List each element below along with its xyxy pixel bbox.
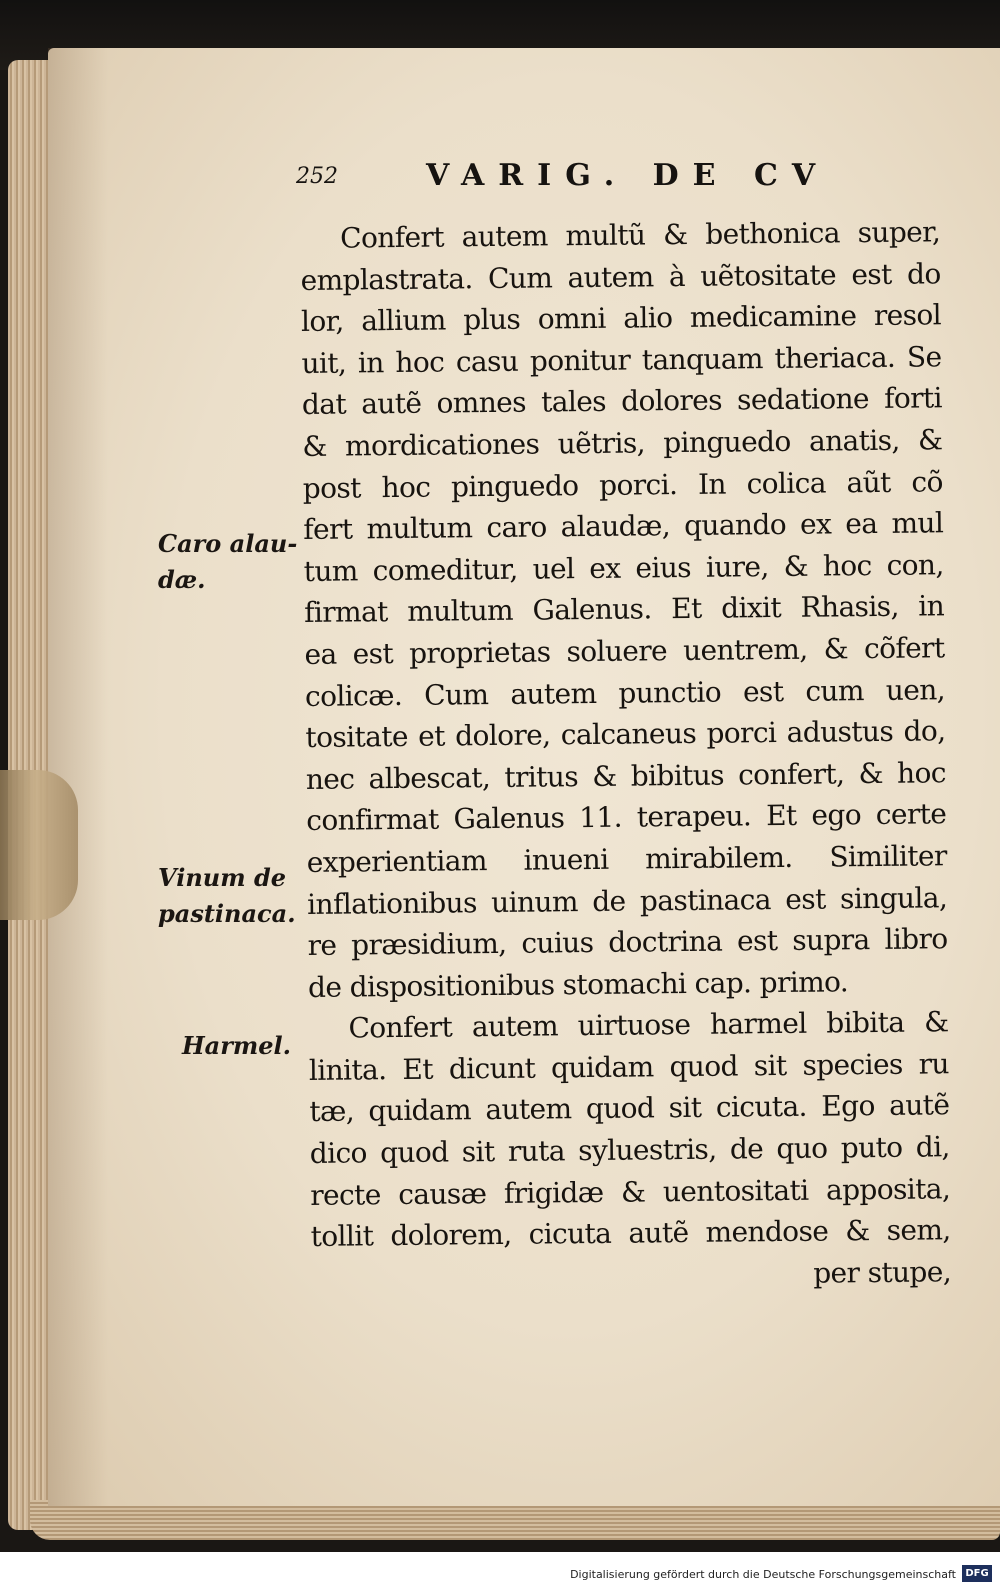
text-line: dat autẽ omnes tales dolores sedatione forti (301, 381, 943, 422)
text-line: nec albescat, tritus & bibitus confert, & hoc (305, 755, 947, 796)
page-edges-bottom (30, 1500, 1000, 1540)
footer-credit: Digitalisierung gefördert durch die Deutsche Forschungsgemeinschaft (570, 1568, 956, 1581)
text-line: linita. Et dicunt quidam quod sit species ru (308, 1047, 950, 1087)
text-line: Confert autem uirtuose harmel bibita & (348, 1005, 949, 1045)
running-head: VARIG. DE CV (426, 158, 830, 193)
margin-note-vinum-de-pastinaca (158, 860, 296, 932)
catchword: per stupe, (813, 1255, 952, 1290)
text-line: inflationibus uinum de pastinaca est singula, (307, 880, 948, 921)
text-line: tollit dolorem, cicuta autẽ mendose & sem, (310, 1213, 951, 1254)
text-line: Confert autem multũ & bethonica super, (340, 215, 941, 255)
text-line: fert multum caro alaudæ, quando ex ea mul (303, 506, 944, 547)
text-line: dico quod sit ruta syluestris, de quo puto di, (309, 1130, 950, 1171)
ribbon-marker (0, 770, 78, 920)
page-header (296, 158, 936, 198)
text-line: firmat multum Galenus. Et dixit Rhasis, in (303, 589, 945, 630)
dfg-logo: DFG (962, 1565, 992, 1582)
text-line: lor, allium plus omni alio medicamine resol (300, 298, 942, 339)
text-line: emplastrata. Cum autem à uẽtositate est do (300, 256, 941, 297)
margin-note-text: Harmel. (182, 1031, 292, 1060)
text-line: uit, in hoc casu ponitur tanquam theriaca. Se (301, 340, 942, 380)
body-text (300, 211, 951, 1299)
text-line: confirmat Galenus 11. terapeu. Et ego certe (306, 797, 947, 838)
text-line: tum comeditur, uel ex eius iure, & hoc con, (303, 548, 944, 588)
margin-note-text: Caro alau- dæ. (158, 529, 298, 594)
text-line: experientiam inueni mirabilem. Similiter (306, 839, 947, 879)
text-line: tæ, quidam autem quod sit cicuta. Ego autẽ (309, 1088, 950, 1129)
margin-note-harmel (182, 1028, 291, 1064)
text-line: ea est proprietas soluere uentrem, & cõfert (304, 631, 945, 671)
footer-bar (0, 1552, 1000, 1592)
text-line: de dispositionibus stomachi cap. primo. (307, 964, 849, 1004)
text-line: tositate et dolore, calcaneus porci adustus do, (305, 714, 946, 755)
margin-note-text: Vinum de pastinaca. (158, 863, 296, 928)
text-line: & mordicationes uẽtris, pinguedo anatis, & (302, 423, 943, 463)
folio-number: 252 (296, 164, 338, 189)
text-line: post hoc pinguedo porci. In colica aũt cõ (302, 464, 943, 505)
margin-note-caro-alaudae (158, 526, 297, 598)
text-line: colicæ. Cum autem punctio est cum uen, (304, 672, 946, 713)
text-line: recte causæ frigidæ & uentositati apposita, (310, 1171, 951, 1212)
text-line: re præsidium, cuius doctrina est supra libro (307, 922, 948, 963)
